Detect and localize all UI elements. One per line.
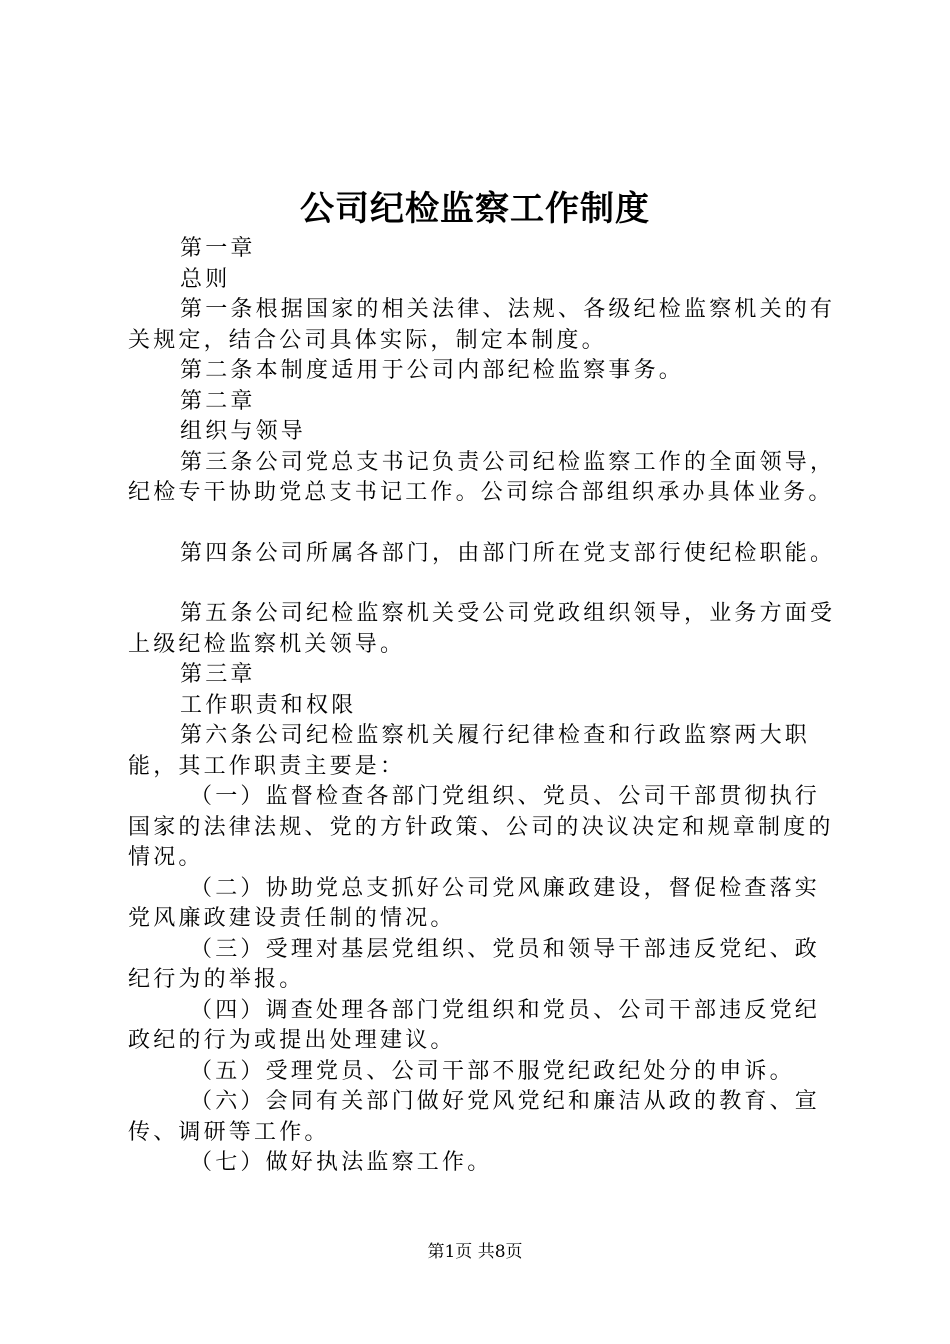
page-number-footer: 第1页 共8页 [427, 1242, 523, 1262]
article-paragraph: 第三条公司党总支书记负责公司纪检监察工作的全面领导，纪检专干协助党总支书记工作。公司综合部组织承办具体业务。 [128, 449, 836, 505]
document-body [128, 234, 840, 1179]
duty-item: （四）调查处理各部门党组织和党员、公司干部违反党纪政纪的行为或提出处理建议。 [128, 997, 821, 1053]
duty-item: （七）做好执法监察工作。 [190, 1150, 493, 1175]
article-paragraph: 第五条公司纪检监察机关受公司党政组织领导，业务方面受上级纪检监察机关领导。 [128, 601, 836, 657]
chapter-heading: 第三章 [180, 662, 256, 687]
chapter-title: 组织与领导 [180, 419, 307, 444]
chapter-heading: 第一章 [180, 236, 256, 261]
duty-item: （五）受理党员、公司干部不服党纪政纪处分的申诉。 [190, 1058, 795, 1084]
article-paragraph: 第四条公司所属各部门，由部门所在党支部行使纪检职能。 [180, 540, 836, 566]
paragraph-spacer [128, 509, 840, 539]
duty-item: （一）监督检查各部门党组织、党员、公司干部贯彻执行国家的法律法规、党的方针政策、公司的决议决定和规章制度的情况。 [128, 784, 834, 870]
chapter-heading: 第二章 [180, 388, 256, 414]
duty-item: （三）受理对基层党组织、党员和领导干部违反党纪、政纪行为的举报。 [128, 936, 821, 992]
document-title: 公司纪检监察工作制度 [300, 189, 650, 229]
article-paragraph: 第一条根据国家的相关法律、法规、各级纪检监察机关的有关规定，结合公司具体实际，制定本制度。 [128, 297, 836, 353]
article-paragraph: 第六条公司纪检监察机关履行纪律检查和行政监察两大职能，其工作职责主要是： [128, 723, 811, 779]
paragraph-spacer [128, 569, 840, 599]
article-paragraph: 第二条本制度适用于公司内部纪检监察事务。 [180, 358, 685, 383]
chapter-title: 工作职责和权限 [180, 692, 357, 718]
duty-item: （六）会同有关部门做好党风党纪和廉洁从政的教育、宣传、调研等工作。 [128, 1089, 821, 1145]
duty-item: （二）协助党总支抓好公司党风廉政建设，督促检查落实党风廉政建设责任制的情况。 [128, 875, 821, 931]
chapter-title: 总则 [180, 266, 231, 292]
